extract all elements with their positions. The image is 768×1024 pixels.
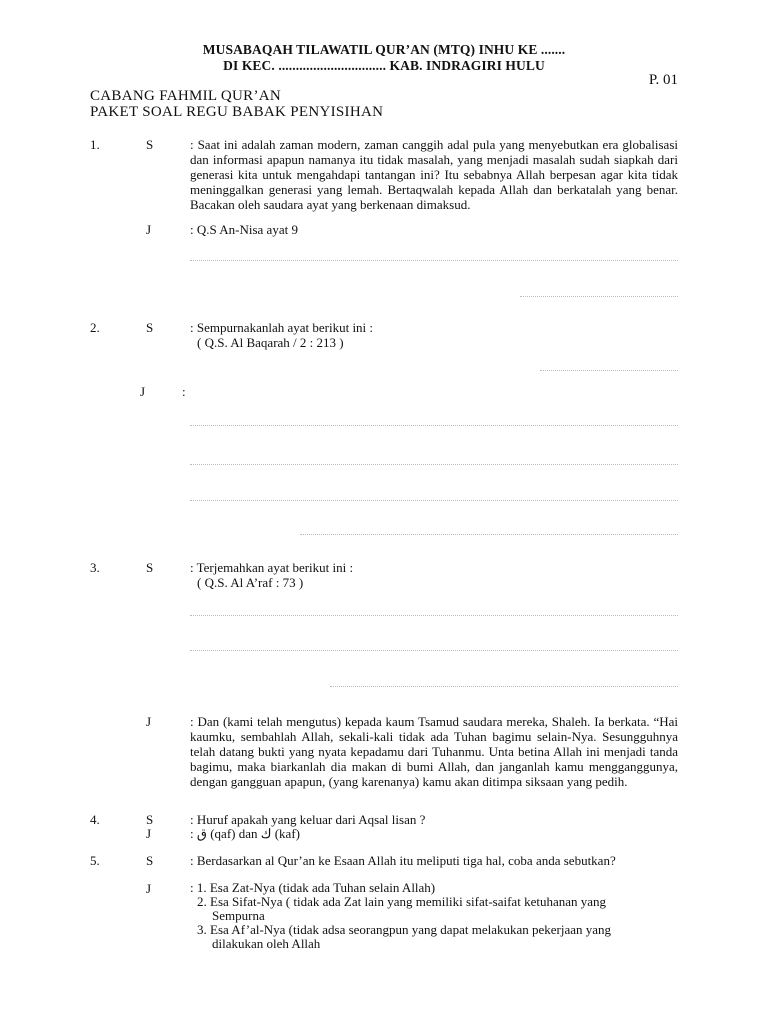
q1-question: : Saat ini adalah zaman modern, zaman canggih adal pula yang menyebutkan era globalisasi dan informasi apapun namanya itu tidak masalah, yang menjadi masalah sudah siapkah dari generasi kita untuk mengahdapi tantangan ini? Itu sebabnya Allah berpesan agar kita tidak meninggalkan generasi yang lemah. Bertaqwalah kepada Allah dan berkatalah yang benar. Bacakan oleh saudara ayat yang berkenaan dimaksud. <box>190 137 678 212</box>
q3-j-tag: J <box>146 714 152 729</box>
q3-answer: : Dan (kami telah mengutus) kepada kaum Tsamud saudara mereka, Shaleh. Ia berkata. “Hai kaumku, sembahlah Allah, sekali-kali tidak ada Tuhan bagimu selain-Nya. Sesungguhnya telah datang bukti yang nyata kepadamu dari Tuhanmu. Unta betina Allah ini menjadi tanda bagimu, maka biarkanlah dia makan di bumi Allah, dan janganlah kamu mengganggunya, dengan gangguan apapun, (yang karenanya) kamu akan ditimpa siksaan yang pedih. <box>190 714 678 789</box>
q2-arabic-answer-line-2 <box>190 464 678 465</box>
q3-arabic-line-3 <box>330 686 678 687</box>
q2-reference: ( Q.S. Al Baqarah / 2 : 213 ) <box>197 335 344 350</box>
q4-question: : Huruf apakah yang keluar dari Aqsal lisan ? <box>190 812 426 827</box>
q2-arabic-answer-line-4 <box>300 534 678 535</box>
header-line-1: MUSABAQAH TILAWATIL QUR’AN (MTQ) INHU KE ....... <box>202 42 566 57</box>
q4-j-tag: J <box>146 826 152 841</box>
q2-arabic-answer-line-3 <box>190 500 678 501</box>
q5-s-tag: S <box>146 853 154 868</box>
paket-title: PAKET SOAL REGU BABAK PENYISIHAN <box>90 104 384 120</box>
q4-s-tag: S <box>146 812 154 827</box>
q1-s-tag: S <box>146 137 154 152</box>
header-line-2: DI KEC. ............................... KAB. INDRAGIRI HULU <box>223 58 545 73</box>
q1-arabic-verse-line-1 <box>190 260 678 261</box>
q3-arabic-line-2 <box>190 650 678 651</box>
q3-reference: ( Q.S. Al A’raf : 73 ) <box>197 575 304 590</box>
q5-answer-item-3: 3. Esa Af’al-Nya (tidak adsa seorangpun yang dapat melakukan pekerjaan yang <box>197 922 612 937</box>
q2-j-tag: J <box>140 384 146 399</box>
q1-arabic-verse-line-2 <box>520 296 678 297</box>
q4-answer: : ق (qaf) dan ك (kaf) <box>190 826 300 841</box>
q2-number: 2. <box>90 320 100 335</box>
q5-j-tag: J <box>146 881 152 896</box>
q3-s-tag: S <box>146 560 154 575</box>
q5-answer-list <box>190 881 678 951</box>
q3-arabic-line-1 <box>190 615 678 616</box>
q3-number: 3. <box>90 560 100 575</box>
q5-answer-item-2-cont: Sempurna <box>212 908 265 923</box>
q5-answer-item-3-cont: dilakukan oleh Allah <box>212 936 321 951</box>
q5-question: : Berdasarkan al Qur’an ke Esaan Allah itu meliputi tiga hal, coba anda sebutkan? <box>190 853 616 868</box>
q2-arabic-prompt <box>540 370 678 371</box>
q5-answer-item-1: : 1. Esa Zat-Nya (tidak ada Tuhan selain Allah) <box>190 880 436 895</box>
q2-j-colon: : <box>182 384 186 399</box>
cabang-title: CABANG FAHMIL QUR’AN <box>90 88 282 104</box>
q2-question: : Sempurnakanlah ayat berikut ini : <box>190 320 374 335</box>
q4-number: 4. <box>90 812 100 827</box>
q3-question: : Terjemahkan ayat berikut ini : <box>190 560 354 575</box>
q1-number: 1. <box>90 137 100 152</box>
q2-s-tag: S <box>146 320 154 335</box>
q5-answer-item-2: 2. Esa Sifat-Nya ( tidak ada Zat lain yang memiliki sifat-saifat ketuhanan yang <box>197 894 607 909</box>
page-number: P. 01 <box>648 72 678 88</box>
q5-number: 5. <box>90 853 100 868</box>
q1-answer: : Q.S An-Nisa ayat 9 <box>190 222 298 237</box>
q1-j-tag: J <box>146 222 152 237</box>
q2-arabic-answer-line-1 <box>190 425 678 426</box>
